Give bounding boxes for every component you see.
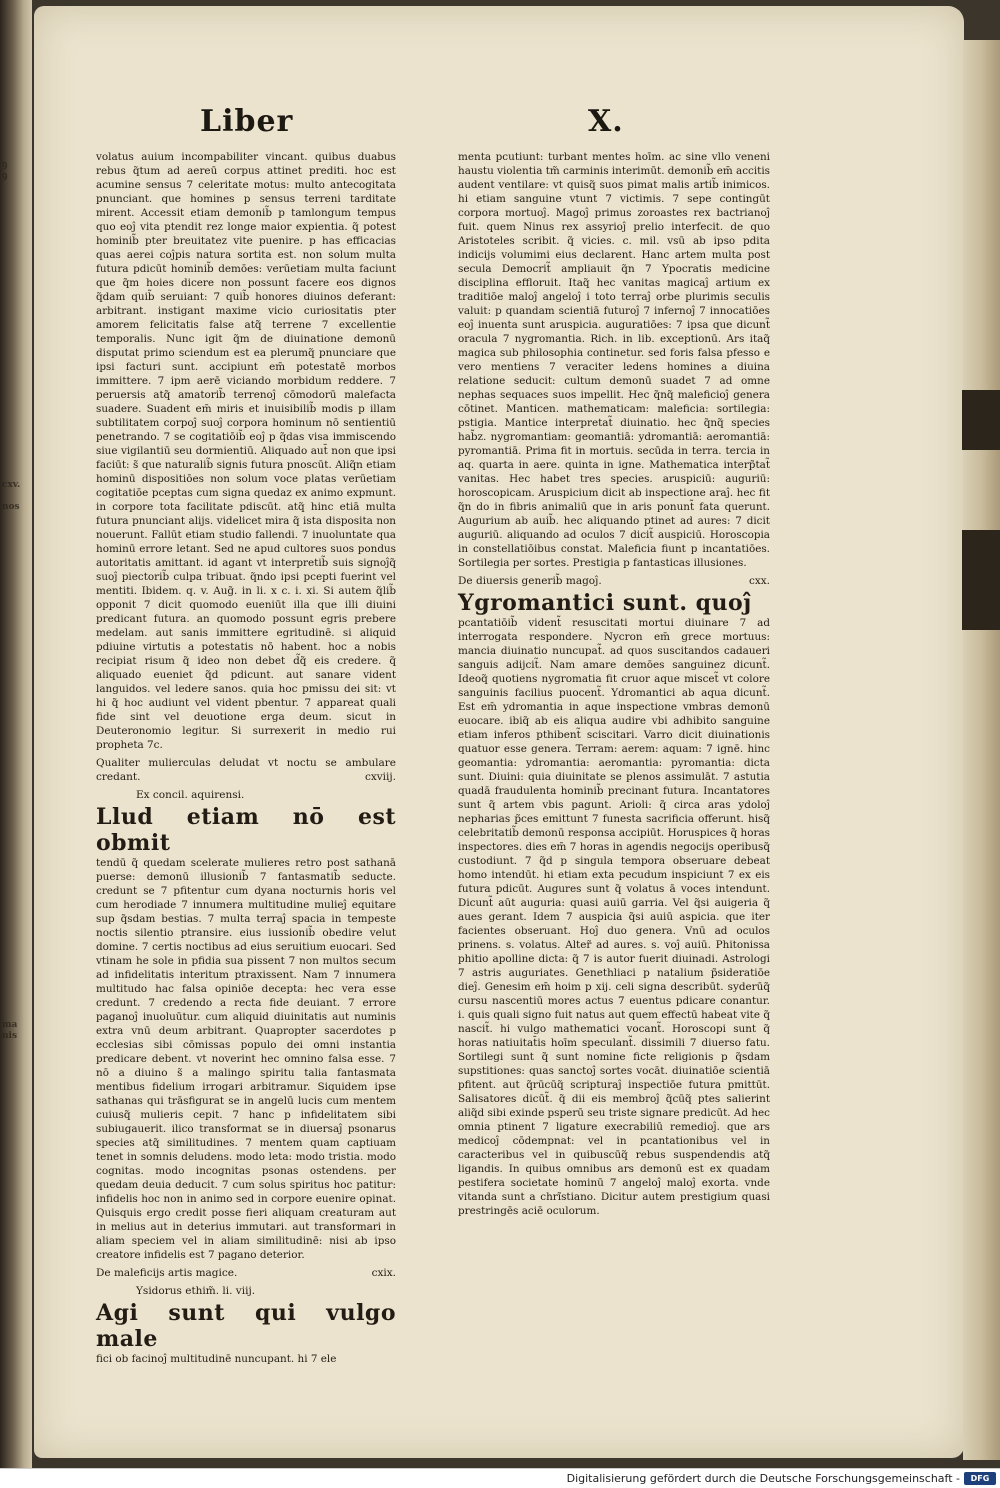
source-reference: Ex concil. aquirensi. bbox=[136, 789, 245, 801]
initial-line: Llud etiam nō est obmit bbox=[96, 804, 396, 856]
left-book-edge bbox=[0, 0, 32, 1468]
initial-line: Agi sunt qui vulgo male bbox=[96, 1300, 396, 1352]
running-head-left: Liber bbox=[200, 104, 294, 139]
rubric-cxix bbox=[96, 1266, 396, 1280]
chapter-number: cxviij. bbox=[364, 771, 396, 783]
funding-credit: Digitalisierung gefördert durch die Deutsche Forschungsgemeinschaft - bbox=[566, 1472, 960, 1485]
book-page bbox=[34, 6, 964, 1458]
chapter-number: cxix. bbox=[371, 1267, 396, 1279]
source-reference: Ysidorus ethim̃. li. viij. bbox=[136, 1285, 256, 1297]
rubric-cxx bbox=[458, 574, 770, 588]
left-paragraph-1: volatus auium incompabiliter vincant. quibus duabus rebus q̃tum ad aereū corpus attinet prediti. hoc est acumine sensus 7 celeritate motus: multo antecogitata pnunciant. que homines p sensus terreni tarditate mirent. Accessit etiam demonib̃ p tamlongum tempus quo eoĵ vita ptendit rez longe maior expientia. q̃ potest hominib̃ pter breuitatez vite puenire. p has efficacias quas aerei coĵpis natura sortita est. non solum multa futura pdicūt hominib̃ demōes: verūetiam multa faciunt que q̃m hoies dicere non possunt facere eos dignos q̃dam quib̃ seruiant: 7 quib̃ honores diuinos deferant: arbitrant. instigant maxime vicio curiositatis pter amorem felicitatis false atq̃ terrene 7 excellentie temporalis. Nunc igit q̃m de diuinatione demonū disputat primo sciendum est ea plerumq̃ pnunciare que ipsi facturi sunt. accipiunt em̄ potestatē morbos immittere. 7 ipm aerē viciando morbidum reddere. 7 peruersis atq̃ amatorib̃ terrenoĵ cōmodorū malefacta suadere. Suadent em̄ miris et inuisibilib̃ modis p illam subtilitatem corpoĵ suoĵ corpora hominum nō sentientiū penetrando. 7 se cogitatiōib̃ eoĵ p q̃das visa immiscendo siue vigilantiū seu dormientiū. Aliquado aut̄ non que ipsi faciūt: s̃ que naturalib̃ signis futura pnoscūt. Aliq̃n etiam hominū dispositiōes non solum voce platas verūetiam cogitatiōe pceptas cum signa quedaz ex animo expmunt. in corpore tota facilitate pdiscūt. atq̃ hinc etiā multa futura pnunciant alijs. videlicet mira q̃ ista disposita non nouerunt. Fallūt etiam studio fallendi. 7 inuoluntate qua hominū errore letant. Sed ne apud cultores suos pondus autoritatis amittant. id agant vt interpretib̃ suis signoĵq̃ suoĵ piectorib̃ culpa tribuat. q̃ndo ipsi pcepti fuerint vel mentiti. Ibidem. q. v. Aug̃. in li. x c. i. xi. Si autem q̃lib̃ opponit 7 dicit quomodo eueniūt illa que illi diuini predicant futura. an quomodo possunt egris prebere medelam. aut sanis immittere egritudinē. si aliquid pdiuine virtutis a potestatis nō habent. hoc a nobis recipiat risum q̃ ideo non debet d̃q̃ eis credere. q̃ aliquado eueniet q̃d pdicunt. aut sanare vident languidos. vel ledere sanos. quia hoc pmissu dei sit: vt hi q̃ hoc audiunt vel vident pbentur. 7 appareat quali fide sint vel deuotione erga deum. sicut in Deuteronomio legitur. Si surrexerit in medio rui propheta 7c. bbox=[96, 151, 396, 751]
running-head-right: X. bbox=[588, 104, 624, 139]
left-edge-fragment: cxv. nos bbox=[2, 480, 21, 512]
bookmark-tab bbox=[962, 530, 1000, 630]
left-paragraph-3: fici ob facinoĵ multitudinē nuncupant. hi 7 ele bbox=[96, 1353, 337, 1365]
right-book-edge bbox=[963, 40, 1000, 1460]
right-column bbox=[458, 150, 770, 1217]
rubric-cxviii bbox=[96, 756, 396, 784]
right-paragraph-1: menta pcutiunt: turbant mentes hoīm. ac sine vllo veneni haustu violentia tm̃ carminis interimūt. demonib̃ em̄ accitis audent ventilare: vt quisq̃ suos pimat malis artib̃ inimicos. hi etiam sanguine vtunt 7 victimis. 7 sepe contingūt corpora mortuoĵ. Magoĵ primus zoroastes rex bactrianoĵ fuit. quem Ninus rex assyrioĵ prelio interfecit. de quo Aristoteles scribit. q̃ vicies. c. mil. vsū ab ipso pdita indicijs volumimi eius declarent. Hanc artem multa post secula Democrit̃ ampliauit q̃n 7 Ypocratis medicine disciplina effloruit. Itaq̃ hec vanitas magicaĵ artium ex traditiōe maloĵ angeloĵ i toto terraĵ orbe plurimis seculis valuit: p quandam scientiā futuroĵ 7 infernoĵ 7 innocatiōes eoĵ inuenta sunt aruspicia. auguratiōes: 7 ipsa que dicunt̃ oracula 7 nygromantia. Rich. in lib. exceptionū. Ars itaq̃ magica sub philosophia continetur. sed foris falsa pfesso e vero mentiens 7 veraciter ledens homines a diuina relatione seducit: cultum demonū suadet 7 ad omne nephas sequaces suos impellit. Hec q̃nq̃ maleficioĵ genera cōtinet. Manticen. mathematicam: maleficia: sortilegia: pstigia. Mantice interpretat̃ diuinatio. hec q̃nq̃ species hab̃z. nygromantiam: geomantiā: ydromantiā: aeromantiā: pyromantiā. Prima fit in mortuis. secūda in terra. tercia in aq. quarta in aere. quinta in igne. Mathematica interp̃tat̃ vanitas. Hec habet tres species. aruspiciū: auguriū: horoscopicam. Aruspicium dicit ab inspectione araĵ. hec fit q̃n do in fibris animaliū que in aris ponunt̃ fata querunt. Augurium ab auib̃. hec aliquando ptinet ad aures: 7 dicit auguriū. aliquando ad oculos 7 dicit̃ auspiciū. Horoscopia in constellatiōibus constat. Maleficia fiunt p incantatiōes. Sortilegia per sortes. Prestigia p fantasticas illusiones. bbox=[458, 151, 770, 569]
rubric-title: De maleficijs artis magice. bbox=[96, 1267, 238, 1279]
bookmark-tab bbox=[962, 390, 1000, 450]
initial-line: Ygromantici sunt. quoĵ bbox=[458, 590, 752, 616]
left-edge-fragment: ma nis bbox=[2, 1020, 18, 1041]
left-paragraph-2: tendū q̃ quedam scelerate mulieres retro post sathanā puerse: demonū illusionib̃ 7 fantasmatib̃ seducte. credunt se 7 pfitentur cum dyana nocturnis horis vel cum herodiade 7 innumera multitudine mulieĵ equitare sup q̃sdam bestias. 7 multa terraĵ spacia in tempeste noctis silentio ptransire. eius iussionib̃ obedire velut domine. 7 certis noctibus ad eius seruitium euocari. Sed vtinam he sole in pfidia sua pissent 7 non multos secum ad infidelitatis interitum ptraxissent. Nam 7 innumera multitudo hac falsa opiniōe decepta: hec vera esse credunt. 7 credendo a recta fide deuiant. 7 errore paganoĵ inuoluūtur. cum aliquid diuinitatis aut numinis extra vnū deum arbitrant. Quapropter sacerdotes p ecclesias sibi cōmissas populo dei omni instantia predicare debent. vt noverint hec omnino falsa esse. 7 nō a diuino s̃ a malingo spiritu talia fantasmata mentibus fidelium irrogari arbitramur. Siquidem ipse sathanas qui trāsfigurat se in angelū lucis cum mentem cuiusq̃ mulieris cepit. 7 hanc p infidelitatem sibi subiugauerit. ilico transformat se in diuersaĵ psonarus species atq̃ similitudines. 7 mentem quam captiuam tenet in somnis deludens. modo leta: modo tristia. modo cognitas. modo incognitas psonas ostendens. per quedam deuia deducit. 7 cum solus spiritus hoc patitur: infidelis hoc non in animo sed in corpore euenire opinat. Quisquis ergo credit posse fieri aliquam creaturam aut in melius aut in deterius immutari. aut transformari in aliam speciem vel in aliam similitudinē: nisi ab ipso creatore infidelis est 7 pagano deterior. bbox=[96, 857, 396, 1261]
rubric-title: De diuersis generib̃ magoĵ. bbox=[458, 575, 602, 587]
left-edge-fragment: ꝯ ꝯ bbox=[2, 160, 8, 181]
chapter-number: cxx. bbox=[748, 575, 770, 587]
footer-bar bbox=[0, 1468, 1000, 1488]
rubric-title: Qualiter mulierculas deludat vt noctu se ambulare credant. bbox=[96, 757, 396, 783]
dfg-logo: DFG bbox=[964, 1472, 996, 1485]
right-paragraph-2: pcantatiōib̃ vident̃ resuscitati mortui diuinare 7 ad interrogata respondere. Nycron em̄ grece mortuus: mancia diuinatio nuncupat̃. ad quos suscitandos cadaueri sanguis adijcit̃. Nam amare demōes sanguinez dicunt̃. Ideoq̃ quotiens nygromatia fit cruor aque miscet̃ vt colore sanguinis facilius puocent̃. Ydromantici ab aqua dicunt̃. Est em̄ ydromantia in aque inspectione vmbras demonū euocare. ibiq̃ ab eis aliqua audire vbi adhibito sanguine etiam inferos pthibent̃ sciscitari. Varro dicit diuinationis quatuor esse genera. Terram: aerem: aquam: 7 ignē. hinc geomantia: ydromantia: aeromantia: pyromantia: dicta sunt. Diuini: quia diuinitate se plenos assimulāt. 7 astutia quadā fraudulenta hominib̃ precinant futura. Incantatores sunt q̃ artem vbis pagunt. Arioli: q̃ circa aras ydoloĵ nepharias p̃ces emittunt 7 funesta sacrificia offerunt. hisq̃ celebritatib̃ demonū responsa accipiūt. Horuspices q̃ horas inspectores. dies em̄ 7 horas in agendis negocijs operibusq̃ custodiunt. 7 q̃d p singula tempora obseruare debeat homo intendūt. hi etiam exta pecudum inspiciunt 7 ex eis futura pdicūt. Augures sunt q̃ volatus ā voces intendunt. Dicunt̃ aūt auguria: quasi auiū garria. Vel q̃si auigeria q̃ aues gerant. Idem 7 auspicia q̃si auiū aspicia. que iter facientes obseruant. Hoĵ duo genera. Vnū ad oculos prinens. s. volatus. Alter̃ ad aures. s. voĵ auiū. Phitonissa phitio apolline dicta: q̃ 7 is autor fuerit diuinadi. Astrologi 7 astris auguriates. Genethliaci p natalium p̃sideratiōe dieĵ. Genesim em̄ hoim p xij. celi signa describūt. syderūq̃ cursu nascentiū mores actus 7 euentus pdicare conantur. i. quis quali signo fuit natus aut quem effectū habeat vite q̃ nascit̃. hi vulgo mathematici vocant̃. Horoscopi sunt q̃ horas natiuitat̄is hoīm speculant̃. dissimili 7 diuerso fatu. Sortilegi sunt q̃ sunt nomine ficte religionis p q̃sdam supstitiones: quas sanctoĵ sortes vocāt. diuinatiōe scientiā pfitent. aut q̃rūcūq̃ scripturaĵ inspectiōe futura pmittūt. Salisatores dicūt̃. q̃ dii eis membroĵ q̃cūq̃ ptes salierint aliq̃d sibi exinde psperū seu triste signare predicūt. Ad hec omnia ptinent 7 ligature execrabiliū remedioĵ. que ars medicoĵ cōdempnat: vel in pcantationibus vel in caracteribus vel in quibuscūq̃ rebus suspendendis atq̃ ligandis. In quibus omnibus ars demonū est ex quadam pestifera societate hominū 7 angeloĵ maloĵ exorta. vnde vitanda sunt a chrĩstiano. Dicitur autem prestigium quasi prestringēs aciē oculorum. bbox=[458, 617, 770, 1217]
left-column bbox=[96, 150, 396, 1365]
